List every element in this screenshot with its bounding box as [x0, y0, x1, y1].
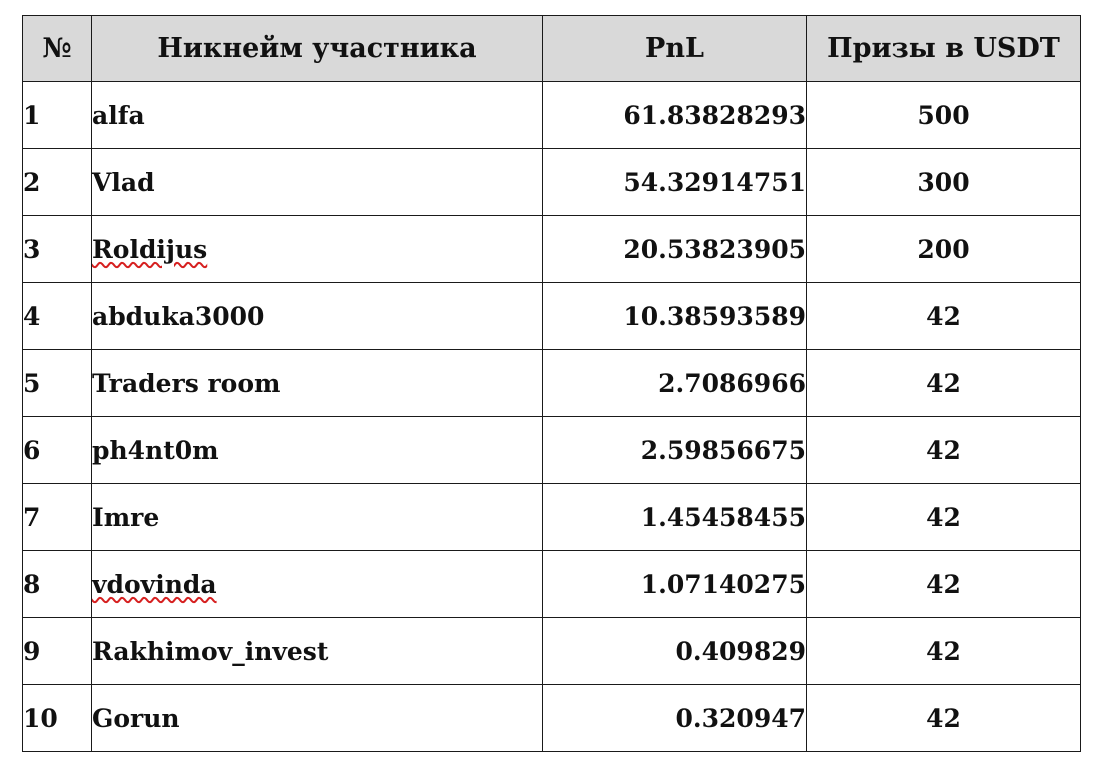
table-row: [23, 216, 1081, 283]
prize-cell: 42: [807, 350, 1081, 417]
header-prize: Призы в USDT: [807, 16, 1081, 82]
rank-cell: 4: [23, 283, 92, 350]
prize-cell: 42: [807, 484, 1081, 551]
table-row: [23, 417, 1081, 484]
header-pnl: PnL: [543, 16, 807, 82]
rank-cell: 10: [23, 685, 92, 752]
prize-cell: 500: [807, 82, 1081, 149]
prize-cell: 200: [807, 216, 1081, 283]
table-row: [23, 350, 1081, 417]
nickname-text-spellcheck: vdovinda: [92, 569, 217, 599]
prize-cell: 42: [807, 618, 1081, 685]
nickname-cell: Gorun: [92, 685, 543, 752]
pnl-cell: 2.59856675: [543, 417, 807, 484]
rank-cell: 8: [23, 551, 92, 618]
table-row: [23, 82, 1081, 149]
table-row: [23, 149, 1081, 216]
results-table: [22, 15, 1081, 752]
prize-cell: 42: [807, 685, 1081, 752]
nickname-cell: ph4nt0m: [92, 417, 543, 484]
rank-cell: 9: [23, 618, 92, 685]
nickname-text-spellcheck: Roldijus: [92, 234, 208, 264]
table-row: [23, 685, 1081, 752]
pnl-cell: 10.38593589: [543, 283, 807, 350]
table-header: [23, 16, 1081, 82]
prize-cell: 42: [807, 551, 1081, 618]
table-row: [23, 484, 1081, 551]
table-row: [23, 283, 1081, 350]
nickname-cell: Imre: [92, 484, 543, 551]
pnl-cell: 61.83828293: [543, 82, 807, 149]
rank-cell: 3: [23, 216, 92, 283]
header-nickname: Никнейм участника: [92, 16, 543, 82]
nickname-cell: Rakhimov_invest: [92, 618, 543, 685]
pnl-cell: 20.53823905: [543, 216, 807, 283]
pnl-cell: 1.07140275: [543, 551, 807, 618]
pnl-cell: 0.320947: [543, 685, 807, 752]
nickname-cell: Traders room: [92, 350, 543, 417]
pnl-cell: 54.32914751: [543, 149, 807, 216]
header-row: [23, 16, 1081, 82]
prize-cell: 42: [807, 283, 1081, 350]
pnl-cell: 1.45458455: [543, 484, 807, 551]
rank-cell: 5: [23, 350, 92, 417]
rank-cell: 7: [23, 484, 92, 551]
nickname-cell: Vlad: [92, 149, 543, 216]
table-row: [23, 551, 1081, 618]
rank-cell: 1: [23, 82, 92, 149]
prize-cell: 300: [807, 149, 1081, 216]
nickname-cell: alfa: [92, 82, 543, 149]
pnl-cell: 2.7086966: [543, 350, 807, 417]
prize-cell: 42: [807, 417, 1081, 484]
nickname-cell: [92, 216, 543, 283]
nickname-cell: abduka3000: [92, 283, 543, 350]
rank-cell: 6: [23, 417, 92, 484]
table-row: [23, 618, 1081, 685]
nickname-cell: [92, 551, 543, 618]
pnl-cell: 0.409829: [543, 618, 807, 685]
table-body: [23, 82, 1081, 752]
header-number: №: [23, 16, 92, 82]
rank-cell: 2: [23, 149, 92, 216]
